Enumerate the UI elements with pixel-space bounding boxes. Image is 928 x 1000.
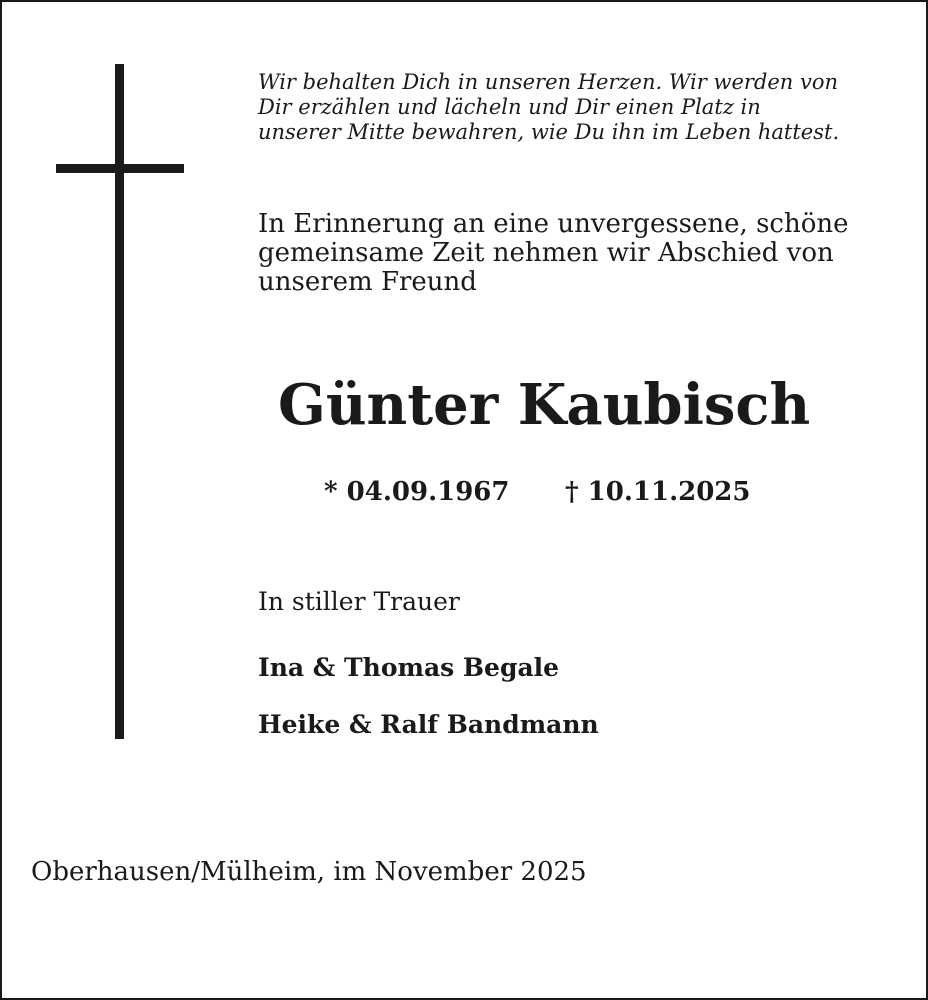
mourner-name: Ina & Thomas Begale [258,653,560,682]
farewell-intro [258,210,902,297]
quote-line-2: Dir erzählen und lächeln und Dir einen Platz in [258,95,761,119]
place-and-date: Oberhausen/Mülheim, im November 2025 [31,857,587,887]
cross-horizontal-beam [56,164,184,173]
intro-line-3: unserem Freund [258,267,477,297]
birth-date: * 04.09.1967 [324,477,510,507]
quote-line-1: Wir behalten Dich in unseren Herzen. Wir werden von [258,70,839,94]
memorial-quote [258,70,908,145]
deceased-name: Günter Kaubisch [278,372,811,438]
mourner-name: Heike & Ralf Bandmann [258,710,599,739]
intro-line-1: In Erinnerung an eine unvergessene, schöne [258,209,849,239]
intro-line-2: gemeinsame Zeit nehmen wir Abschied von [258,238,834,268]
quote-line-3: unserer Mitte bewahren, wie Du ihn im Leben hattest. [258,120,840,144]
death-date: † 10.11.2025 [565,477,751,507]
mourning-heading: In stiller Trauer [258,587,460,616]
